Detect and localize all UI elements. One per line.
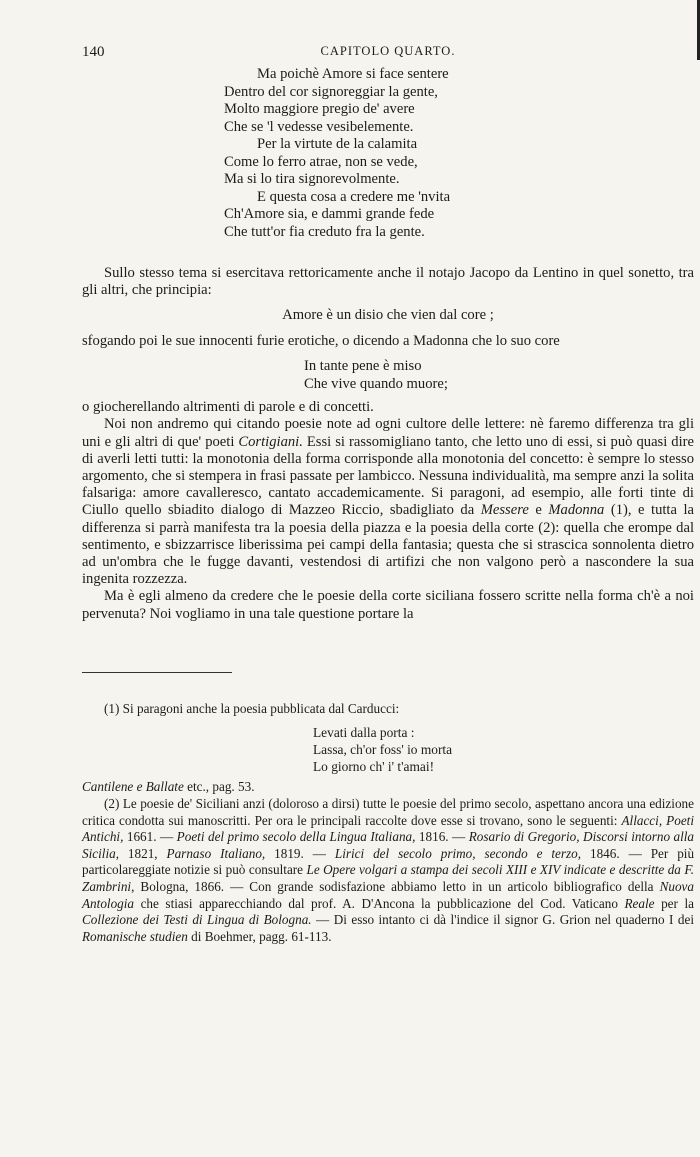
verse-line: Levati dalla porta : — [313, 725, 415, 741]
verse-line: E questa cosa a credere me 'nvita — [257, 188, 451, 205]
verse-line: Che tutt'or fia creduto fra la gente. — [224, 223, 425, 240]
main-text — [82, 399, 694, 623]
verse-line: Ma poichè Amore si face sentere — [257, 66, 449, 82]
verse-line: Per la virtute de la calamita — [257, 136, 418, 152]
verse-line: Lo giorno ch' i' t'amai! — [313, 759, 435, 775]
footnote-1: (1) Si paragoni anche la poesia pubblicata dal Carducci: — [104, 700, 400, 716]
running-header — [82, 44, 694, 66]
book-page — [82, 0, 694, 945]
chapter-title: CAPITOLO QUARTO. — [320, 44, 456, 58]
verse-line: Che se 'l vedesse vesibelemente. — [224, 118, 414, 135]
paragraph-giocherellando: o giocherellando altrimenti di parole e di concetti. — [82, 399, 374, 416]
verse-line: Ch'Amore sia, e dammi grande fede — [224, 206, 435, 222]
poem-couplet — [304, 358, 694, 393]
page-number: 140 — [82, 44, 105, 60]
footnote-separator — [82, 672, 232, 673]
footnote-2: (2) Le poesie de' Siciliani anzi (doloroso a dirsi) tutte le poesie del primo secolo, aspettano ancora una edizione critica condotta sui manoscritti. Per ora le principali raccolte dove esse si trovano, sono le seguenti: Allacci, Poeti Antichi, 1661. — Poeti del primo secolo della Lingua Italiana, 1816. — Rosario di Gregorio, Discorsi intorno alla Sicilia, 1821, Parnaso Italiano, 1819. — Lirici del secolo primo, secondo e terzo, 1846. — Per più particolareggiate notizie si può consultare Le Opere volgari a stampa dei secoli XIII e XIV indicate e descritte da F. Zambrini, Bologna, 1866. — Con grande sodisfazione abbiamo letto in un articolo bibliografico della Nuova Antologia che stiasi apparecchiando dal prof. A. D'Ancona la pubblicazione del Cod. Vaticano Reale per la Collezione dei Testi di Lingua di Bologna. — Di esso intanto ci dà l'indice il signor G. Grion nel quaderno I dei Romanische studien di Boehmer, pagg. 61-113. — [82, 795, 695, 944]
verse-line: Lassa, ch'or foss' io morta — [313, 742, 453, 758]
footnote-1-verse — [313, 724, 694, 775]
quoted-verse: Amore è un disio che vien dal core ; — [282, 307, 494, 324]
paragraph-sfogando: sfogando poi le sue innocenti furie erotiche, o dicendo a Madonna che lo suo core — [82, 332, 560, 349]
verse-line: Che vive quando muore; — [304, 375, 448, 392]
verse-line: Come lo ferro atrae, non se vede, — [224, 153, 418, 170]
verse-line: Dentro del cor signoreggiar la gente, — [224, 83, 438, 100]
footnotes — [82, 701, 694, 946]
footnote-1-source: Cantilene e Ballate etc., pag. 53. — [82, 779, 255, 795]
verse-line: Ma si lo tira signorevolmente. — [224, 171, 400, 187]
verse-line: Molto maggiore pregio de' avere — [224, 101, 415, 117]
paragraph-cortigiani: Noi non andremo qui citando poesie note ad ogni cultore delle lettere: nè faremo differenza tra gli uni e gli altri di que' poeti Cortigiani. Essi si rassomigliano tanto, che letto uno di essi, si può quasi dire di averli letti tutti: la monotonia della forma corrisponde alla monotonia del concetto: è sempre lo stesso argomento, che si stempera in frasi passate per lambicco. Nessuna individualità, ma sempre anzi la solita falsariga: amore cavalleresco, cantato accademicamente. Si paragoni, ad esempio, alle forti tinte di Ciullo quello sbiadito dialogo di Mazzeo Riccio, sbadigliato da Messere e Madonna (1), e tutta la differenza si parrà manifesta tra la poesia della piazza e la poesia della corte (2): quella che erompe dal sentimento, e sbizzarrisce liberissima pei campi della fantasia; questa che si strascica sonnolenta dietro ad un'ombra che le fugge davanti, vestendosi di artifizi che non valgono però a nascondere la sua ingenita rozzezza. — [82, 416, 695, 588]
paragraph-jacopo: Sullo stesso tema si esercitava rettoricamente anche il notajo Jacopo da Lentino in quel sonetto, tra gli altri, che principia: — [82, 265, 694, 299]
verse-line: In tante pene è miso — [304, 358, 422, 375]
paragraph-forma: Ma è egli almeno da credere che le poesie della corte siciliana fossero scritte nella forma ch'è a noi pervenuta? Noi vogliamo in una tale questione portare la — [82, 588, 694, 622]
poem-stanza-amore — [224, 66, 694, 241]
